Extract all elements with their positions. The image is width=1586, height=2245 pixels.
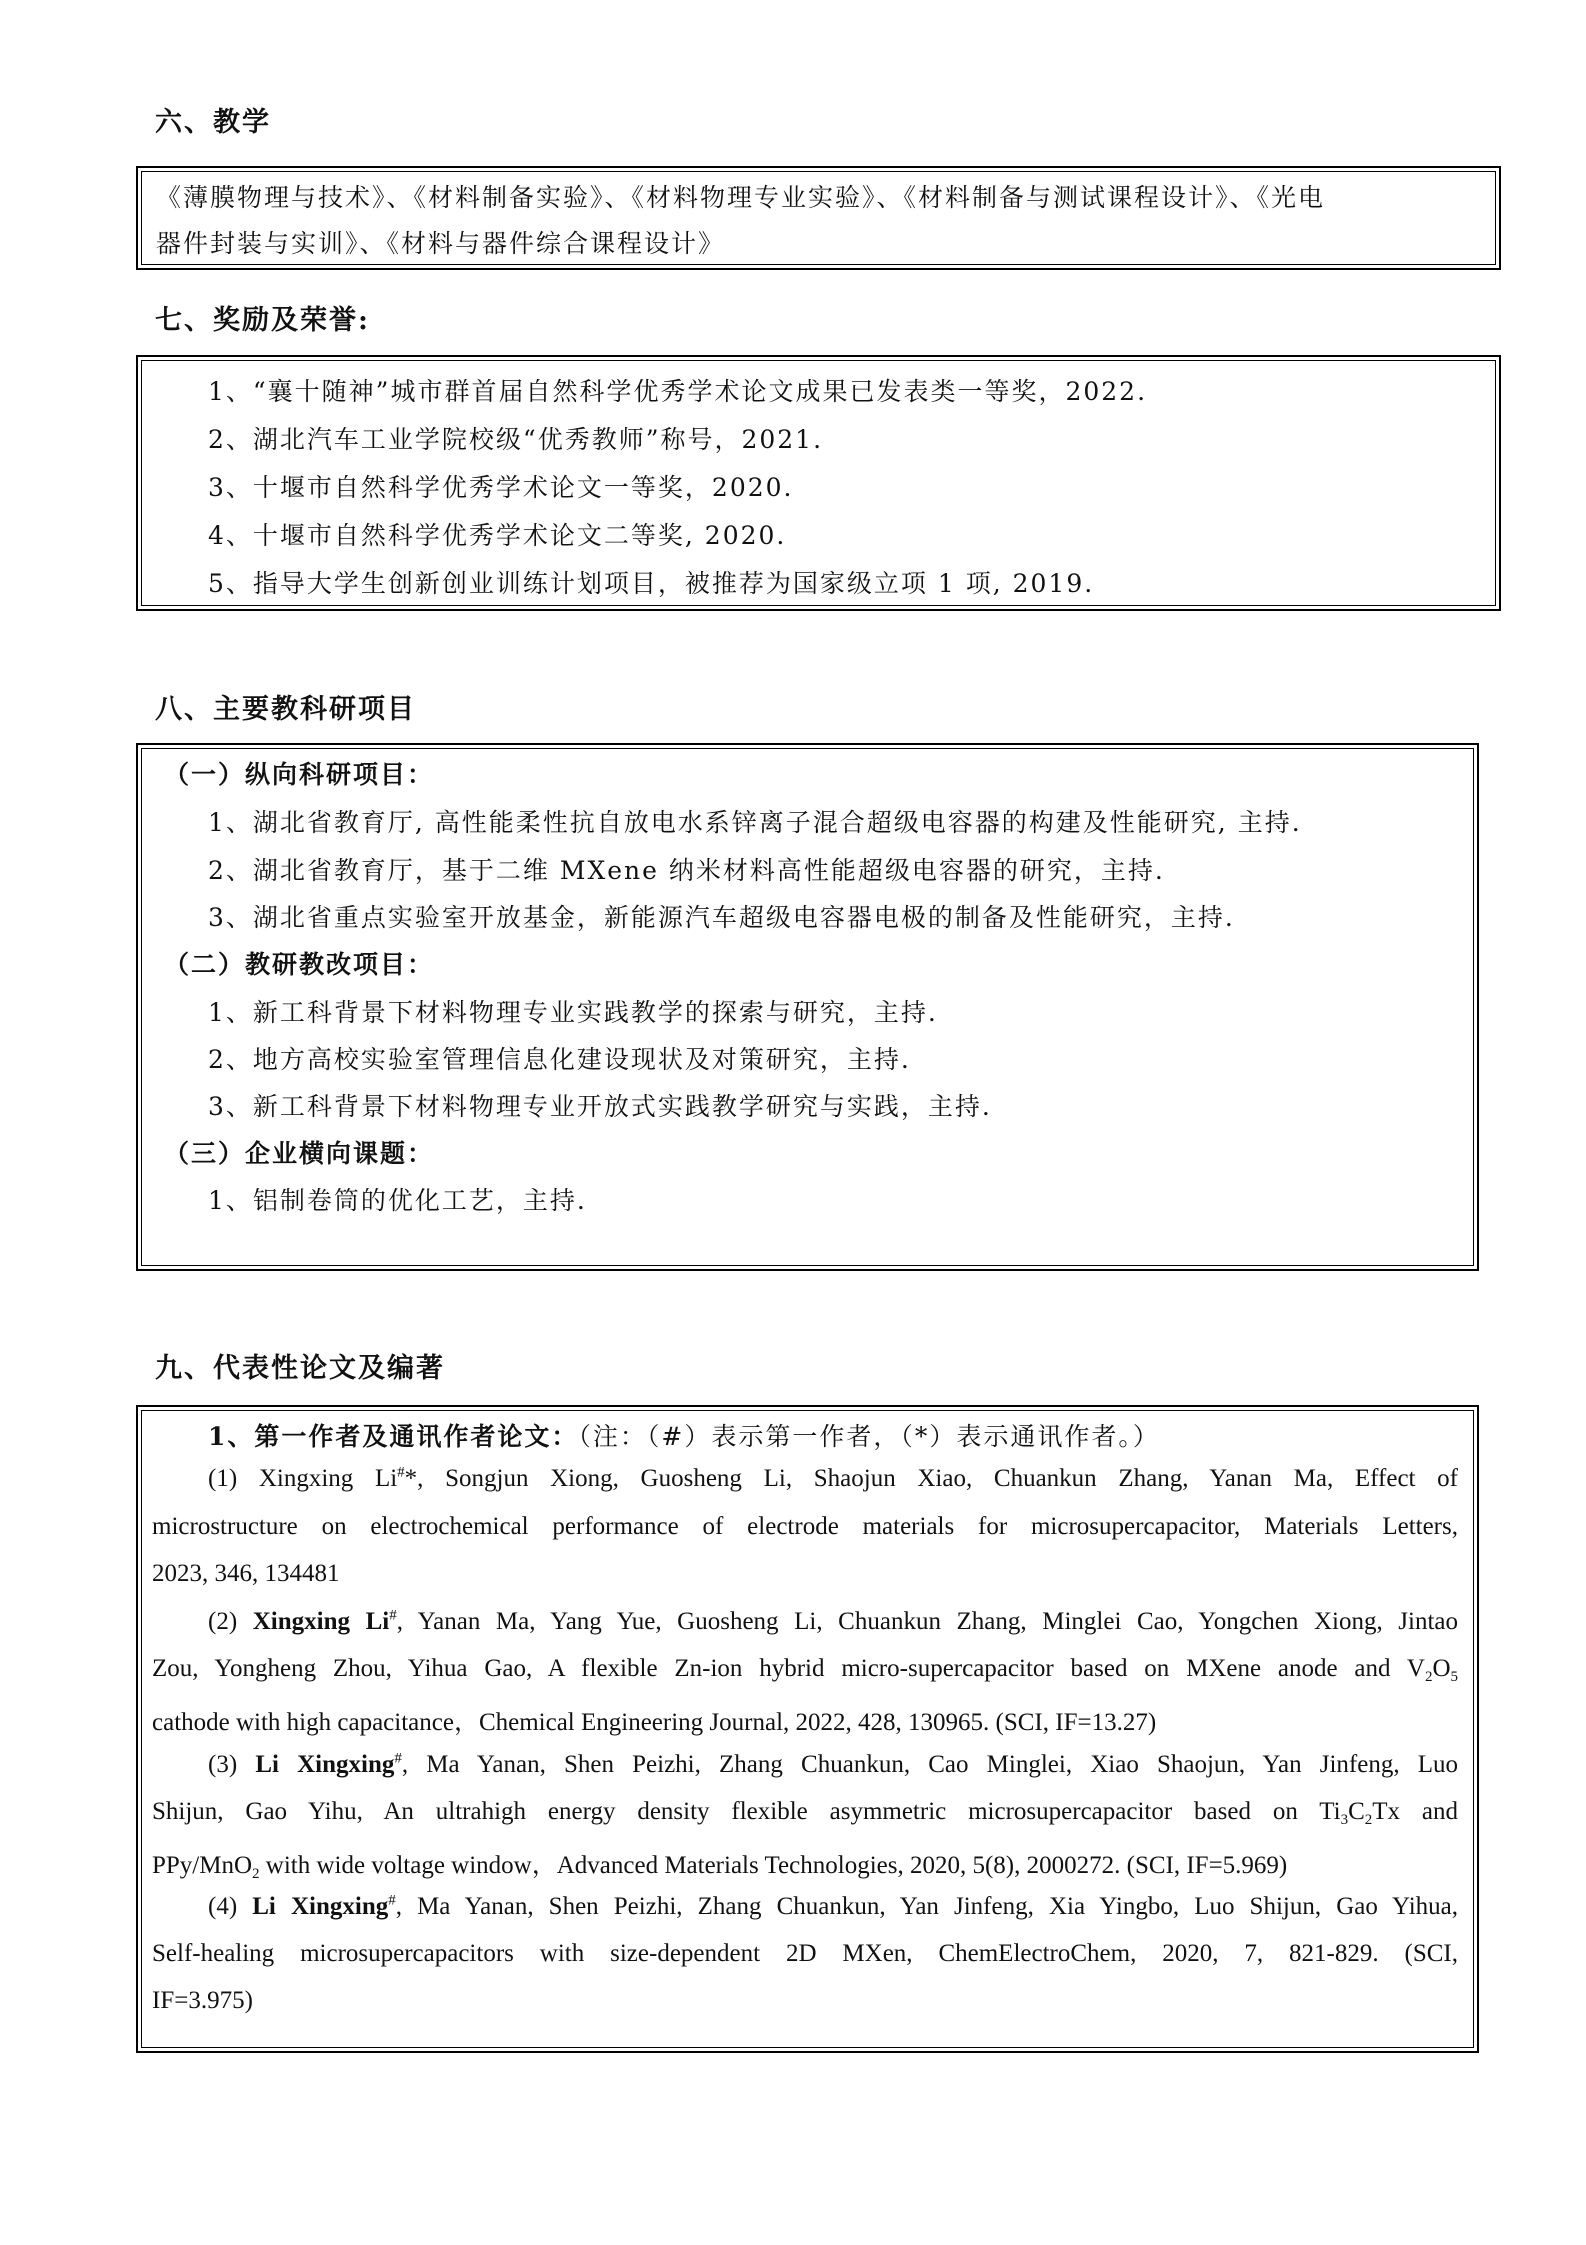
paper-number: (4): [208, 1893, 253, 1920]
section-awards-heading: 七、奖励及荣誉:: [155, 305, 370, 336]
projects-enterprise-title: （三）企业横向课题：: [164, 1139, 435, 1168]
award-item: 5、指导大学生创新创业训练计划项目，被推荐为国家级立项 1 项, 2019.: [208, 569, 1095, 598]
paper-number: (3): [208, 1751, 256, 1778]
teaching-courses-line1: 《薄膜物理与技术》、《材料制备实验》、《材料物理专业实验》、《材料制备与测试课程设计》、《光电: [156, 183, 1326, 212]
projects-vertical-title: （一）纵向科研项目：: [164, 760, 435, 789]
first-author-mark: #: [397, 1464, 405, 1481]
project-item: 3、湖北省重点实验室开放基金，新能源汽车超级电容器电极的制备及性能研究，主持.: [208, 903, 1235, 932]
subscript: 2: [1364, 1812, 1373, 1828]
paper-text: , Ma Yanan, Shen Peizhi, Zhang Chuankun, Cao Minglei, Xiao Shaojun, Yan Jinfeng, Luo: [401, 1751, 1458, 1778]
paper-1-line2: microstructure on electrochemical performance of electrode materials for microsupercapacitor, Materials Letters,: [152, 1513, 1458, 1540]
paper-author: Xingxing Li: [258, 1465, 398, 1492]
paper-text: Zou, Yongheng Zhou, Yihua Gao, A flexible Zn-ion hybrid micro-supercapacitor based on MXene anode and V: [152, 1655, 1425, 1682]
paper-number: (2): [208, 1608, 253, 1635]
subscript: 2: [252, 1866, 260, 1882]
teaching-courses-line2: 器件封装与实训》、《材料与器件综合课程设计》: [156, 229, 726, 258]
papers-intro-note: （注：（#）表示第一作者，（*）表示通讯作者。）: [578, 1422, 1160, 1451]
section-teaching-heading: 六、教学: [155, 107, 271, 138]
papers-intro: [208, 1417, 1160, 1453]
paper-text: , Ma Yanan, Shen Peizhi, Zhang Chuankun, Yan Jinfeng, Xia Yingbo, Luo Shijun, Gao Yihua,: [395, 1893, 1458, 1920]
teaching-box: [136, 166, 1501, 270]
papers-box: [136, 1405, 1479, 2053]
paper-author: Li Xingxing: [252, 1893, 389, 1920]
project-item: 3、新工科背景下材料物理专业开放式实践教学研究与实践，主持.: [208, 1092, 992, 1121]
subscript: 2: [1424, 1669, 1433, 1685]
paper-2-line1: [208, 1608, 1458, 1636]
subscript: 5: [1450, 1669, 1458, 1685]
papers-intro-title: 1、第一作者及通讯作者论文：: [208, 1422, 579, 1451]
paper-3-line3: [152, 1845, 1287, 1881]
projects-teaching-title: （二）教研教改项目：: [164, 950, 435, 979]
paper-text: Shijun, Gao Yihu, An ultrahigh energy density flexible asymmetric microsupercapacitor based on Ti: [152, 1798, 1341, 1825]
award-item: 1、“襄十随神”城市群首届自然科学优秀学术论文成果已发表类一等奖，2022.: [208, 377, 1148, 406]
paper-text: Tx and: [1372, 1798, 1458, 1825]
section-papers-heading: 九、代表性论文及编著: [155, 1353, 445, 1384]
project-item: 2、地方高校实验室管理信息化建设现状及对策研究，主持.: [208, 1045, 911, 1074]
paper-4-line3: IF=3.975): [152, 1987, 253, 2014]
award-item: 2、湖北汽车工业学院校级“优秀教师”称号，2021.: [208, 425, 824, 454]
first-author-mark: #: [389, 1607, 397, 1624]
paper-text: , Yanan Ma, Yang Yue, Guosheng Li, Chuankun Zhang, Minglei Cao, Yongchen Xiong, Jintao: [396, 1608, 1459, 1635]
paper-4-line1: [208, 1893, 1458, 1921]
paper-1-line1: [208, 1465, 1458, 1493]
project-item: 1、湖北省教育厅, 高性能柔性抗自放电水系锌离子混合超级电容器的构建及性能研究, 主持.: [208, 808, 1302, 837]
paper-text: C: [1348, 1798, 1365, 1825]
paper-text: with wide voltage window，Advanced Materials Technologies, 2020, 5(8), 2000272. (SCI, IF=5.969): [259, 1852, 1288, 1879]
projects-box: [136, 743, 1479, 1271]
project-item: 1、铝制卷筒的优化工艺，主持.: [208, 1186, 587, 1215]
paper-author: Li Xingxing: [255, 1751, 395, 1778]
paper-2-line2: [152, 1655, 1458, 1683]
project-item: 2、湖北省教育厅，基于二维 MXene 纳米材料高性能超级电容器的研究，主持.: [208, 856, 1165, 885]
paper-text: *, Songjun Xiong, Guosheng Li, Shaojun Xiao, Chuankun Zhang, Yanan Ma, Effect of: [404, 1465, 1458, 1492]
paper-1-line3: 2023, 346, 134481: [152, 1560, 340, 1587]
paper-number: (1): [208, 1465, 259, 1492]
paper-3-line2: [152, 1798, 1458, 1826]
project-item: 1、新工科背景下材料物理专业实践教学的探索与研究，主持.: [208, 998, 938, 1027]
first-author-mark: #: [394, 1750, 402, 1767]
paper-text: PPy/MnO: [152, 1852, 253, 1879]
award-item: 4、十堰市自然科学优秀学术论文二等奖, 2020.: [208, 521, 787, 550]
first-author-mark: #: [388, 1892, 396, 1909]
subscript: 3: [1340, 1812, 1349, 1828]
awards-box: [136, 355, 1501, 611]
award-item: 3、十堰市自然科学优秀学术论文一等奖，2020.: [208, 473, 794, 502]
paper-2-line3: cathode with high capacitance，Chemical Engineering Journal, 2022, 428, 130965. (SCI, IF=13.27): [152, 1709, 1157, 1736]
paper-author: Xingxing Li: [252, 1608, 390, 1635]
section-projects-heading: 八、主要教科研项目: [155, 694, 416, 725]
paper-4-line2: Self-healing microsupercapacitors with size-dependent 2D MXen, ChemElectroChem, 2020, 7, 821-829. (SCI,: [152, 1940, 1458, 1967]
paper-text: O: [1432, 1655, 1451, 1682]
paper-3-line1: [208, 1751, 1458, 1779]
